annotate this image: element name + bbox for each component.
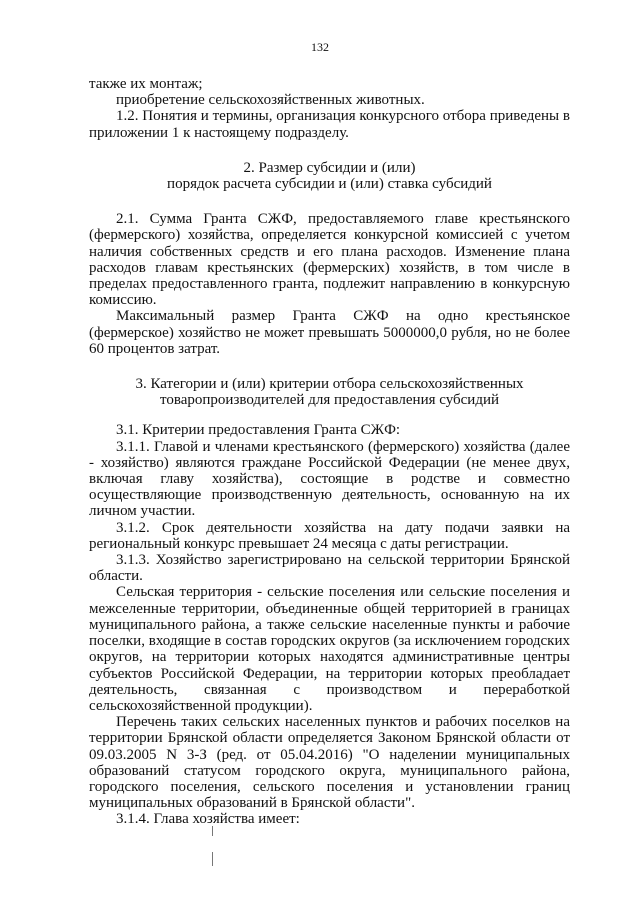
- paragraph-3-1-2: 3.1.2. Срок деятельности хозяйства на дату подачи заявки на региональный конкурс превышает 24 месяца с даты регистрации.: [89, 519, 570, 552]
- section-3-heading-line-2: товаропроизводителей для предоставления субсидий: [159, 392, 500, 409]
- paragraph-2-1: 2.1. Сумма Гранта СЖФ, предоставляемого главе крестьянского (фермерского) хозяйства, определяется конкурсной комиссией с учетом наличия собственных средств и его плана расходов. Изменение плана расходов главам крестьянских (фермерских) хозяйств, в том числе в пределах предоставленного гранта, подлежит направлению в конкурсную комиссию.: [89, 211, 570, 309]
- paragraph-rural-territory: Сельская территория - сельские поселения или сельские поселения и межселенные территории, объединенные общей территорией в границах муниципального района, а также сельские населенные пункты и рабочие поселки, входящие в состав городских округов (за исключением городских округов, на территории которых находятся административные центры субъектов Российской Федерации, на территории которых преобладает деятельность, связанная с производством и переработкой сельскохозяйственной продукции).: [89, 584, 570, 714]
- intro-paragraph-1-2: 1.2. Понятия и термины, организация конкурсного отбора приведены в приложении 1 к настоящему подразделу.: [89, 108, 570, 141]
- paragraph-settlements-list: Перечень таких сельских населенных пунктов и рабочих поселков на территории Брянской области определяется Законом Брянской области от 09.03.2005 N 3-З (ред. от 05.04.2016) "О наделении муниципальных образований статусом городского округа, муниципального района, городского поселения, сельского поселения и установлении границ муниципальных образований в Брянской области".: [89, 714, 570, 812]
- section-3-heading-line-1: 3. Категории и (или) критерии отбора сельскохозяйственных: [135, 376, 524, 393]
- section-2-heading-line-2: порядок расчета субсидии и (или) ставка субсидий: [167, 176, 492, 193]
- scan-artifact-mark: [212, 852, 213, 866]
- section-2-heading-line-1: 2. Размер субсидии и (или): [243, 159, 416, 176]
- paragraph-3-1: 3.1. Критерии предоставления Гранта СЖФ:: [116, 422, 401, 439]
- page-number: 132: [311, 40, 329, 54]
- paragraph-3-1-3: 3.1.3. Хозяйство зарегистрировано на сельской территории Брянской области.: [89, 552, 570, 585]
- intro-line-1: также их монтаж;: [89, 76, 203, 92]
- paragraph-max-grant: Максимальный размер Гранта СЖФ на одно крестьянское (фермерское) хозяйство не может превышать 5000000,0 рубля, но не более 60 процентов затрат.: [89, 308, 570, 357]
- paragraph-3-1-4: 3.1.4. Глава хозяйства имеет:: [116, 811, 300, 828]
- intro-line-2: приобретение сельскохозяйственных животных.: [116, 92, 425, 109]
- scan-artifact-mark: [212, 826, 213, 836]
- document-body: [89, 76, 570, 828]
- paragraph-3-1-1: 3.1.1. Главой и членами крестьянского (фермерского) хозяйства (далее - хозяйство) являются граждане Российской Федерации (не менее двух, включая главу хозяйства), состоящие в родстве и совместно осуществляющие производственную деятельность, основанную на их личном участии.: [89, 438, 570, 520]
